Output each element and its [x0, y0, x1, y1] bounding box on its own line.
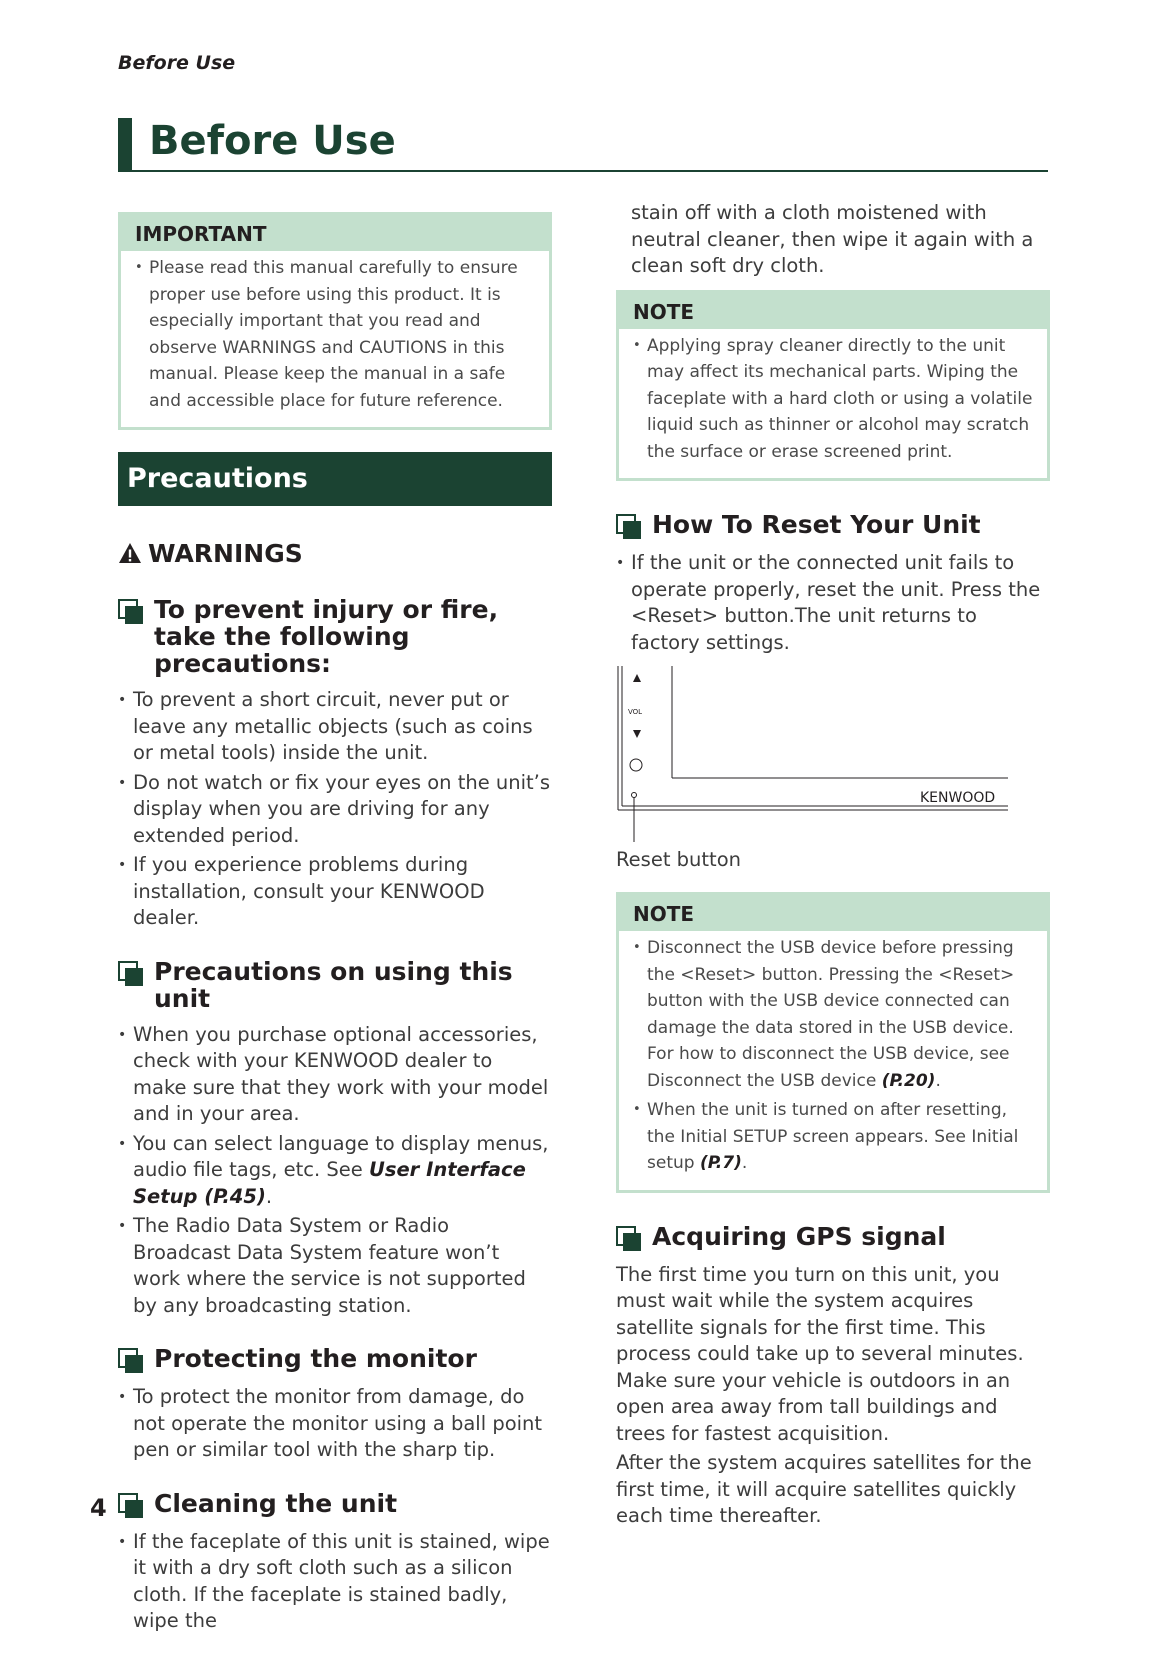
- section-prevent-list: [118, 687, 552, 932]
- section-reset-title: How To Reset Your Unit: [652, 510, 981, 539]
- section-square-icon: [118, 961, 144, 987]
- section-square-icon: [616, 1226, 642, 1252]
- note-heading: NOTE: [619, 895, 1047, 931]
- user-interface-setup-link[interactable]: User Interface Setup (P.45): [133, 1158, 526, 1208]
- running-head: Before Use: [118, 52, 236, 74]
- disconnect-usb-link[interactable]: (P.20): [881, 1070, 936, 1091]
- list-item: • If you experience problems during installation, consult your KENWOOD dealer.: [118, 852, 552, 932]
- section-gps-title: Acquiring GPS signal: [652, 1221, 946, 1251]
- right-column: [616, 200, 1050, 1530]
- cleaning-continued: stain off with a cloth moistened with neutral cleaner, then wipe it again with a clean soft dry cloth.: [631, 201, 1034, 277]
- note-item: [633, 1097, 1033, 1177]
- note-box-reset: [616, 892, 1050, 1193]
- section-square-icon: [118, 599, 144, 625]
- list-item: • To prevent a short circuit, never put or leave any metallic objects (such as coins or metal tools) inside the unit.: [118, 687, 552, 767]
- section-cleaning-title: Cleaning the unit: [154, 1488, 398, 1518]
- section-cleaning-heading: [118, 1490, 552, 1519]
- brand-logo: KENWOOD: [920, 790, 996, 806]
- chapter-bar: [118, 118, 132, 172]
- section-reset-heading: [616, 511, 1050, 540]
- unit-front-illustration: [616, 664, 1010, 874]
- section-monitor-list: [118, 1384, 552, 1464]
- note-item-end: .: [741, 1153, 748, 1173]
- warning-triangle-icon: [118, 542, 142, 564]
- important-heading: IMPORTANT: [121, 215, 549, 251]
- list-item-end: .: [265, 1184, 273, 1208]
- section-prevent-heading: [118, 596, 552, 677]
- list-item: • Do not watch or fix your eyes on the unit’s display when you are driving for any extended period.: [118, 770, 552, 850]
- section-gps-heading: [616, 1223, 1050, 1252]
- section-square-icon: [118, 1493, 144, 1519]
- section-square-icon: [616, 514, 642, 540]
- section-monitor-heading: [118, 1345, 552, 1374]
- note-item-text: When the unit is turned on after resetting, the Initial SETUP screen appears. See Initial setup: [647, 1100, 1019, 1173]
- list-item: • When you purchase optional accessories, check with your KENWOOD dealer to make sure that they work with your model and in your area.: [118, 1022, 552, 1128]
- chapter-header: [118, 118, 1048, 172]
- note-box-cleaning: [616, 290, 1050, 482]
- note-item: [633, 935, 1033, 1094]
- note-item-text: Disconnect the USB device before pressing the <Reset> button. Pressing the <Reset> button with the USB device connected can damage the data stored in the USB device. For how to disconnect the USB device, see Disconnect the USB device: [647, 938, 1015, 1091]
- important-box: [118, 212, 552, 430]
- note-heading: NOTE: [619, 293, 1047, 329]
- note-item: • Applying spray cleaner directly to the unit may affect its mechanical parts. Wiping the faceplate with a hard cloth or using a volatile liquid such as thinner or alcohol may scratch the surface or erase screened print.: [633, 333, 1033, 466]
- precautions-band: Precautions: [118, 452, 552, 506]
- list-item: • To protect the monitor from damage, do not operate the monitor using a ball point pen or similar tool with the sharp tip.: [118, 1384, 552, 1464]
- gps-paragraph: After the system acquires satellites for the first time, it will acquire satellites quickly each time thereafter.: [616, 1451, 1032, 1527]
- note-item-end: .: [935, 1070, 941, 1091]
- section-square-icon: [118, 1348, 144, 1374]
- section-reset-list: [616, 550, 1050, 656]
- volume-up-icon: [633, 674, 641, 682]
- warnings-title: WARNINGS: [148, 538, 303, 568]
- left-column: [118, 212, 552, 1638]
- section-monitor-title: Protecting the monitor: [154, 1344, 477, 1373]
- list-item: • If the unit or the connected unit fails to operate properly, reset the unit. Press the <Reset> button.The unit returns to factory settings.: [616, 550, 1050, 656]
- section-prevent-title: To prevent injury or fire, take the following precautions:: [154, 595, 499, 678]
- initial-setup-link[interactable]: (P.7): [699, 1153, 742, 1173]
- section-using-list: [118, 1022, 552, 1320]
- list-item: • The Radio Data System or Radio Broadcast Data System feature won’t work where the service is not supported by any broadcasting station.: [118, 1213, 552, 1319]
- gps-paragraph: The first time you turn on this unit, you must wait while the system acquires satellite signals for the first time. This process could take up to several minutes. Make sure your vehicle is outdoors in an open area away from tall buildings and trees for fastest acquisition.: [616, 1262, 1024, 1445]
- section-using-heading: [118, 958, 552, 1012]
- warnings-heading: [118, 536, 552, 570]
- vol-label: VOL: [628, 708, 643, 716]
- figure-caption: Reset button: [616, 848, 741, 871]
- volume-down-icon: [633, 730, 641, 738]
- important-item: • Please read this manual carefully to ensure proper use before using this product. It is especially important that you read and observe WARNINGS and CAUTIONS in this manual. Please keep the manual in a safe and accessible place for future reference.: [135, 255, 535, 414]
- list-item: [118, 1131, 552, 1211]
- section-using-title: Precautions on using this unit: [154, 956, 513, 1013]
- page-number: 4: [90, 1494, 107, 1522]
- reset-hole-icon: [632, 793, 637, 798]
- list-item-text: You can select language to display menus, audio file tags, etc. See: [133, 1131, 549, 1181]
- reset-button-figure: [616, 664, 1010, 874]
- section-cleaning-list: [118, 1529, 552, 1635]
- chapter-title: Before Use: [149, 118, 396, 164]
- power-button-icon: [630, 759, 642, 771]
- list-item: • If the faceplate of this unit is stained, wipe it with a dry soft cloth such as a silicon cloth. If the faceplate is stained badly, wipe the: [118, 1529, 552, 1635]
